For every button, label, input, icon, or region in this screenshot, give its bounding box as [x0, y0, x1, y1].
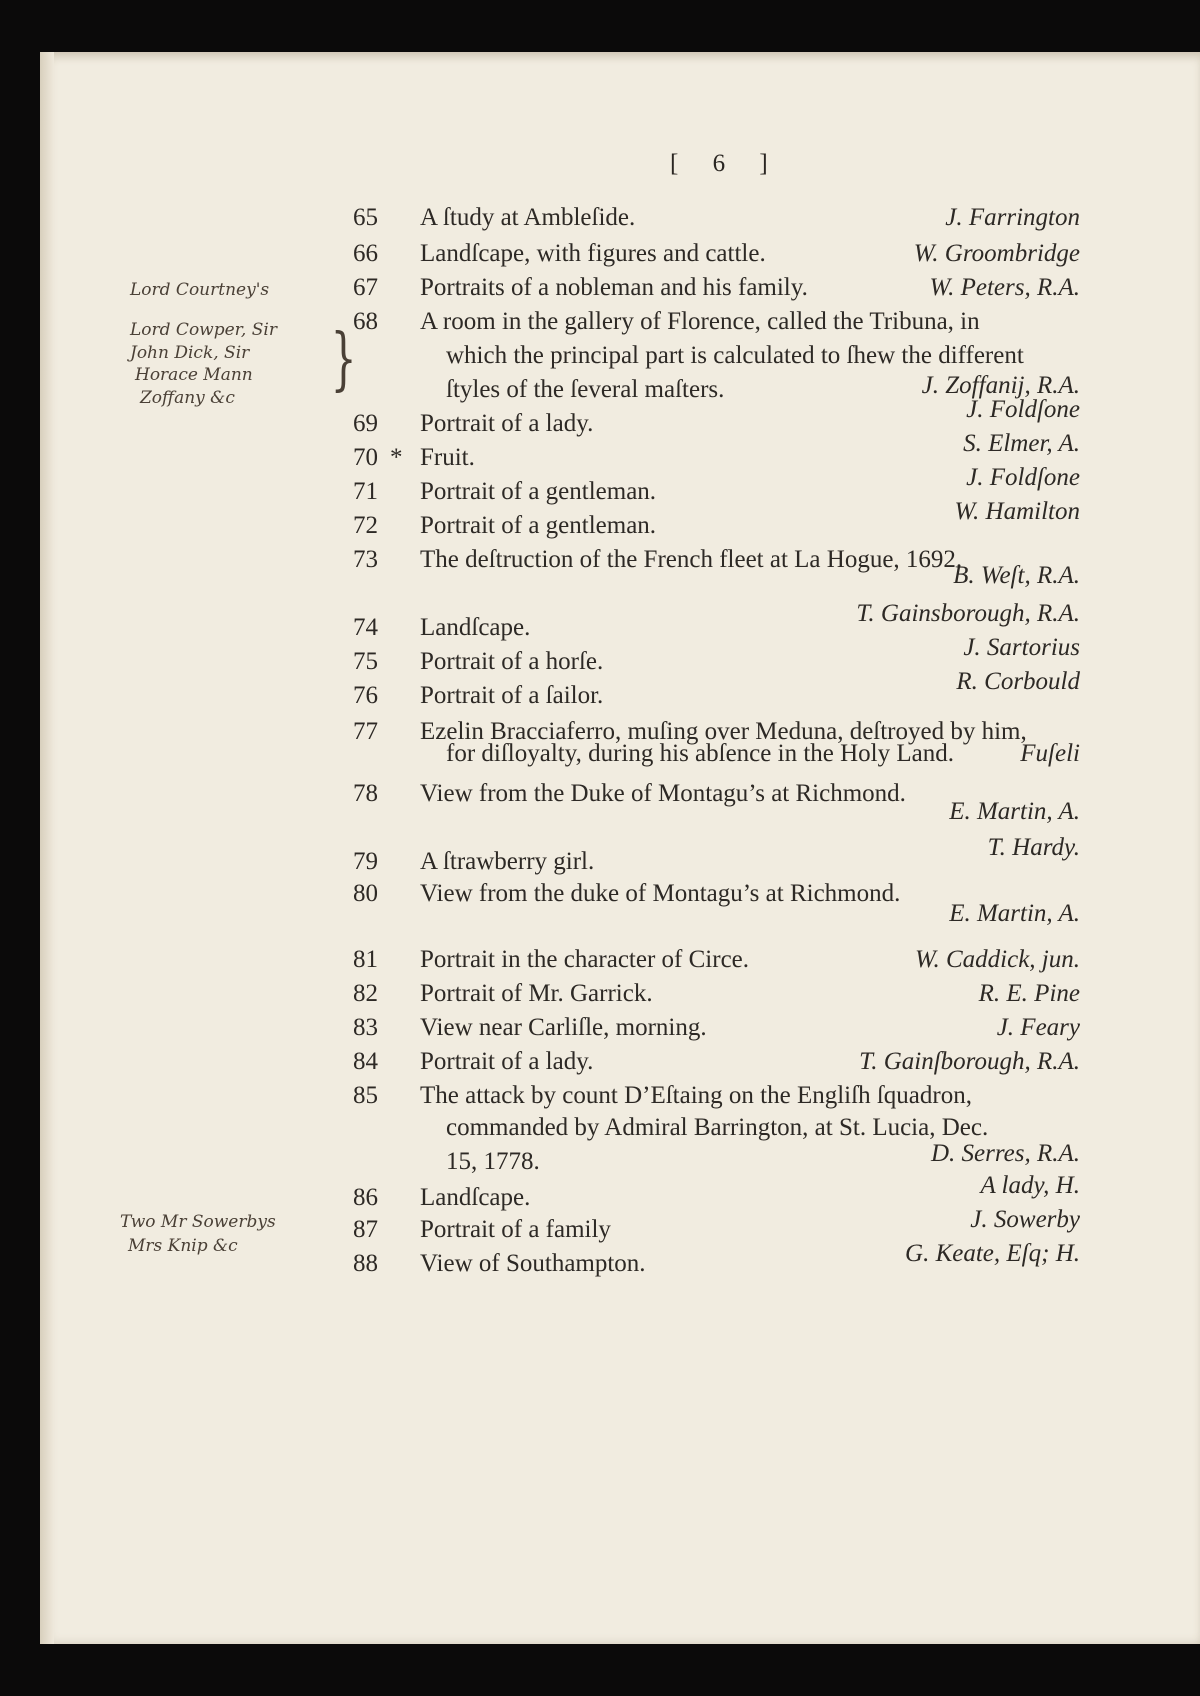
entry-artist: J. Sowerby — [970, 1206, 1080, 1233]
entry-title: Portrait of a lady. — [420, 1048, 594, 1075]
handwritten-note: Two Mr Sowerbys — [120, 1212, 276, 1232]
entry-artist: J. Sartorius — [963, 634, 1080, 661]
entry-artist: J. Farrington — [945, 204, 1080, 231]
catalogue-entry — [0, 668, 1200, 716]
entry-artist: W. Groombridge — [913, 240, 1080, 267]
entry-number: 68 — [353, 308, 378, 335]
entry-title: Landſcape. — [420, 1184, 531, 1211]
catalogue-entry — [0, 1048, 1200, 1082]
entry-number: 85 — [353, 1082, 378, 1109]
entry-title-continued: which the principal part is calculated to ſhew the different — [446, 342, 1024, 369]
handwritten-note: Lord Courtney's — [130, 280, 270, 300]
handwritten-note: John Dick, Sir — [130, 343, 250, 363]
entry-number: 77 — [353, 718, 378, 745]
entry-artist: R. E. Pine — [978, 980, 1080, 1007]
entry-title: View from the duke of Montagu’s at Richmond. — [420, 880, 901, 907]
entry-number: 81 — [353, 946, 378, 973]
entry-title: Portrait of Mr. Garrick. — [420, 980, 653, 1007]
entry-title: Portrait of a lady. — [420, 410, 594, 437]
catalogue-entry — [0, 1082, 1200, 1116]
handwritten-note: Horace Mann — [135, 365, 253, 385]
entry-number: 78 — [353, 780, 378, 807]
entry-artist: T. Gainſborough, R.A. — [859, 1048, 1080, 1075]
entry-artist: E. Martin, A. — [949, 900, 1080, 927]
asterisk-mark: * — [390, 444, 403, 471]
entry-number: 84 — [353, 1048, 378, 1075]
entry-artist: W. Caddick, jun. — [914, 946, 1080, 973]
entry-number: 86 — [353, 1184, 378, 1211]
entry-number: 75 — [353, 648, 378, 675]
catalogue-entry — [0, 498, 1200, 546]
entry-artist: Fuſeli — [1020, 740, 1080, 767]
catalogue-entry — [0, 308, 1200, 342]
entry-title: Portrait of a family — [420, 1216, 611, 1243]
catalogue-entry — [0, 1014, 1200, 1048]
entry-title: View of Southampton. — [420, 1250, 646, 1277]
entry-title: Portrait of a horſe. — [420, 648, 604, 675]
entry-artist: A lady, H. — [980, 1172, 1080, 1199]
entry-title: Portrait of a gentleman. — [420, 478, 657, 505]
entry-number: 70 — [353, 444, 378, 471]
entry-title: Portrait in the character of Circe. — [420, 946, 750, 973]
entry-title: Ezelin Bracciaferro, muſing over Meduna, deſtroyed by him, — [420, 718, 1027, 745]
catalogue-entry — [0, 240, 1200, 274]
entry-title-continued: for diſloyalty, during his abſence in the Holy Land. — [446, 740, 954, 767]
entry-title: A ſtudy at Ambleſide. — [420, 204, 636, 231]
entry-number: 72 — [353, 512, 378, 539]
handwritten-note: Zoffany &c — [140, 388, 235, 408]
entry-artist: E. Martin, A. — [949, 798, 1080, 825]
entry-artist: W. Peters, R.A. — [929, 274, 1080, 301]
entry-number: 82 — [353, 980, 378, 1007]
handwritten-note: Lord Cowper, Sir — [130, 320, 277, 340]
entry-title: Portrait of a ſailor. — [420, 682, 604, 709]
entry-title: Portraits of a nobleman and his family. — [420, 274, 808, 301]
entry-title-continued: ſtyles of the ſeveral maſters. — [446, 376, 725, 403]
entry-title: A ſtrawberry girl. — [420, 848, 595, 875]
entry-title: The attack by count D’Eſtaing on the Engliſh ſquadron, — [420, 1082, 972, 1109]
entry-number: 76 — [353, 682, 378, 709]
catalogue-entry — [0, 946, 1200, 980]
entry-number: 67 — [353, 274, 378, 301]
catalogue-entry — [0, 274, 1200, 308]
entry-title: Fruit. — [420, 444, 475, 471]
handwritten-brace: } — [330, 320, 357, 399]
entry-number: 88 — [353, 1250, 378, 1277]
entry-artist: D. Serres, R.A. — [930, 1140, 1080, 1167]
entry-title-continued: 15, 1778. — [446, 1148, 540, 1175]
entry-artist: T. Hardy. — [987, 834, 1080, 861]
entry-artist: J. Feary — [996, 1014, 1080, 1041]
entry-title: Portrait of a gentleman. — [420, 512, 657, 539]
entry-number: 65 — [353, 204, 378, 231]
entry-number: 74 — [353, 614, 378, 641]
entry-number: 71 — [353, 478, 378, 505]
entry-number: 66 — [353, 240, 378, 267]
catalogue-entry — [0, 204, 1200, 238]
handwritten-note: Mrs Knip &c — [128, 1236, 238, 1256]
page-number: [ 6 ] — [670, 150, 782, 177]
entry-title: View from the Duke of Montagu’s at Richmond. — [420, 780, 906, 807]
entry-title: A room in the gallery of Florence, called the Tribuna, in — [420, 308, 980, 335]
entry-title: The deſtruction of the French fleet at La Hogue, 1692. — [420, 546, 963, 573]
entry-artist: J. Zoffanij, R.A. — [921, 372, 1080, 399]
entry-artist: J. Foldſone — [966, 396, 1080, 423]
entry-artist: W. Hamilton — [954, 498, 1080, 525]
entry-title: Landſcape, with figures and cattle. — [420, 240, 766, 267]
entry-artist: R. Corbould — [956, 668, 1080, 695]
entry-title: View near Carliſle, morning. — [420, 1014, 707, 1041]
entry-artist: T. Gainsborough, R.A. — [856, 600, 1080, 627]
entry-title: Landſcape. — [420, 614, 531, 641]
entry-number: 79 — [353, 848, 378, 875]
catalogue-entry — [0, 980, 1200, 1014]
entry-artist: G. Keate, Eſq; H. — [905, 1240, 1080, 1267]
entry-number: 87 — [353, 1216, 378, 1243]
entry-number: 73 — [353, 546, 378, 573]
entry-artist: S. Elmer, A. — [963, 430, 1080, 457]
entry-number: 83 — [353, 1014, 378, 1041]
entry-number: 80 — [353, 880, 378, 907]
catalogue-entry — [0, 834, 1200, 882]
entry-number: 69 — [353, 410, 378, 437]
entry-artist: J. Foldſone — [966, 464, 1080, 491]
entry-title-continued: commanded by Admiral Barrington, at St. Lucia, Dec. — [446, 1114, 989, 1141]
entry-artist: B. Weſt, R.A. — [953, 562, 1080, 589]
